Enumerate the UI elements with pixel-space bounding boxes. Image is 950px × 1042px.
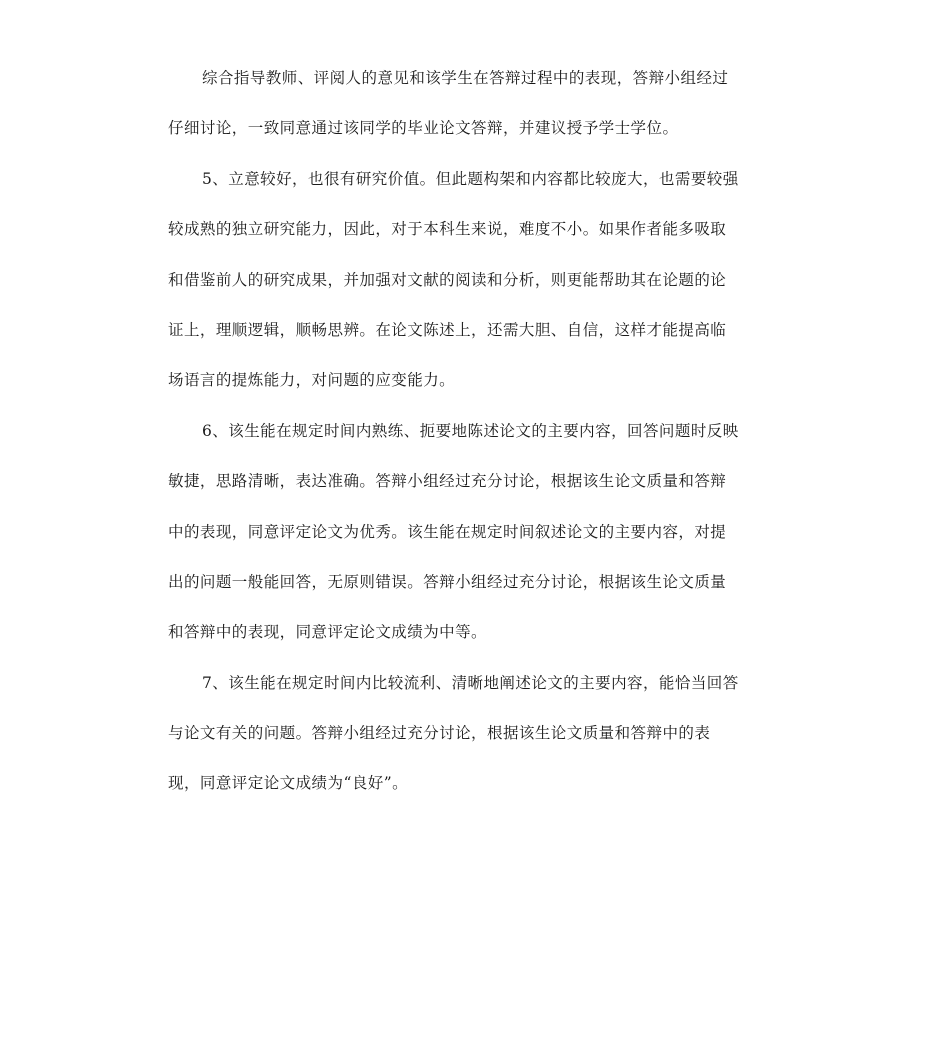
text-line-8: 6、该生能在规定时间内熟练、扼要地陈述论文的主要内容，回答问题时反映 [202, 421, 739, 440]
document-body [168, 60, 780, 816]
text-line-10: 中的表现，同意评定论文为优秀。该生能在规定时间叙述论文的主要内容，对提 [168, 522, 727, 541]
text-line-9: 敏捷，思路清晰，表达准确。答辩小组经过充分讨论，根据该生论文质量和答辩 [168, 472, 727, 491]
text-line-15: 现，同意评定论文成绩为“良好”。 [168, 774, 409, 793]
text-line-13: 7、该生能在规定时间内比较流利、清晰地阐述论文的主要内容，能恰当回答 [202, 673, 739, 692]
text-line-3: 5、立意较好，也很有研究价值。但此题构架和内容都比较庞大，也需要较强 [202, 169, 739, 188]
text-line-2: 仔细讨论，一致同意通过该同学的毕业论文答辩，并建议授予学士学位。 [168, 119, 679, 138]
text-line-1: 综合指导教师、评阅人的意见和该学生在答辩过程中的表现，答辩小组经过 [202, 69, 729, 87]
text-line-11: 出的问题一般能回答，无原则错误。答辩小组经过充分讨论，根据该生论文质量 [168, 572, 727, 591]
text-line-12: 和答辩中的表现，同意评定论文成绩为中等。 [168, 623, 488, 642]
text-line-14: 与论文有关的问题。答辩小组经过充分讨论，根据该生论文质量和答辩中的表 [168, 724, 711, 743]
text-line-7: 场语言的提炼能力，对问题的应变能力。 [168, 371, 456, 390]
text-line-6: 证上，理顺逻辑，顺畅思辨。在论文陈述上，还需大胆、自信，这样才能提高临 [168, 320, 727, 339]
text-line-4: 较成熟的独立研究能力，因此，对于本科生来说，难度不小。如果作者能多吸取 [168, 220, 727, 239]
text-line-5: 和借鉴前人的研究成果，并加强对文献的阅读和分析，则更能帮助其在论题的论 [168, 270, 727, 289]
